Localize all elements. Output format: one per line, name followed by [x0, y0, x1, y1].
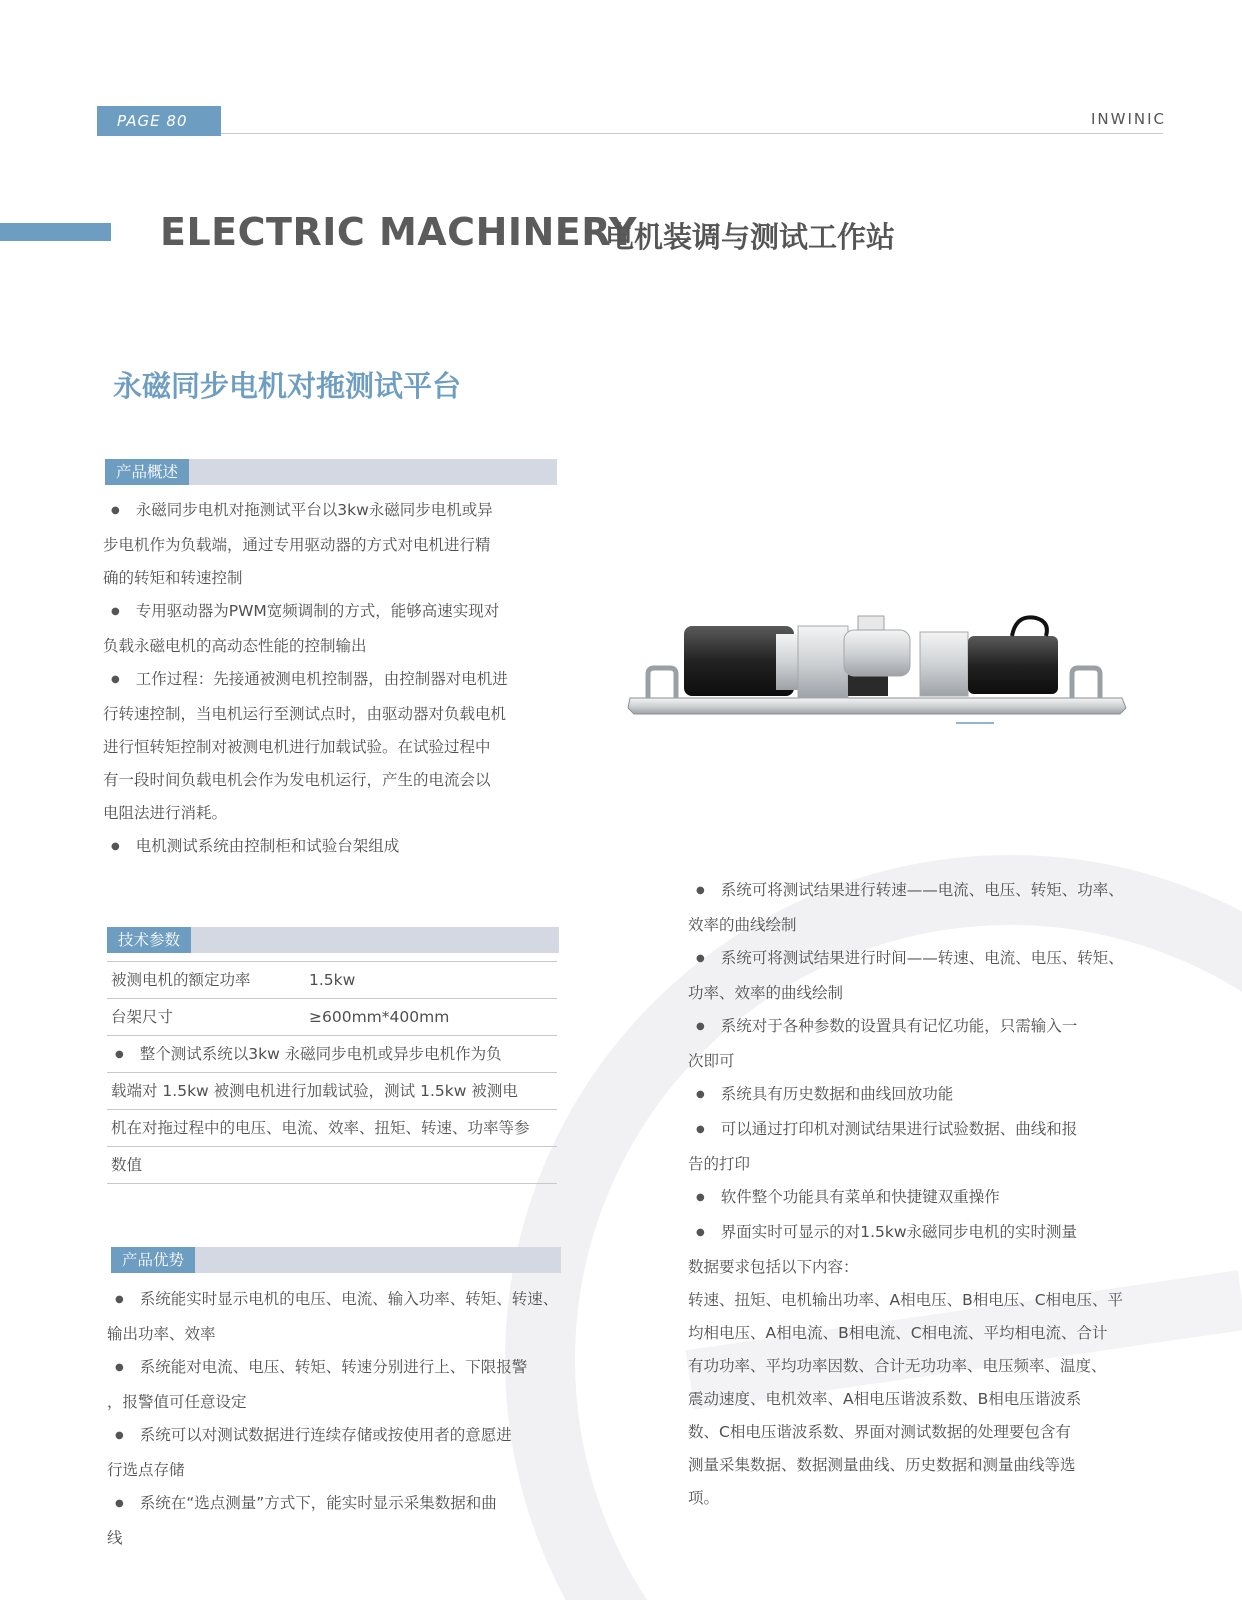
right-line: 次即可	[688, 1052, 735, 1070]
overview-heading: 产品概述	[105, 459, 189, 485]
test-platform-image	[626, 612, 1146, 744]
right-line: 有功功率、平均功率因数、合计无功功率、电压频率、温度、	[688, 1357, 1107, 1375]
product-title: 永磁同步电机对拖测试平台	[113, 369, 462, 403]
spec-note-line	[107, 1073, 557, 1110]
overview-line: 负载永磁电机的高动态性能的控制输出	[103, 637, 367, 655]
overview-line: 步电机作为负载端，通过专用驱动器的方式对电机进行精	[103, 536, 491, 554]
overview-line: ● 工作过程：先接通被测电机控制器，由控制器对电机进	[103, 663, 563, 698]
spec-note-line	[107, 1147, 557, 1184]
right-line: 效率的曲线绘制	[688, 916, 797, 934]
right-line: ● 软件整个功能具有菜单和快捷键双重操作	[688, 1181, 1148, 1216]
right-line: 数、C相电压谐波系数、界面对测试数据的处理要包含有	[688, 1423, 1071, 1441]
overview-line: ● 专用驱动器为PWM宽频调制的方式，能够高速实现对	[103, 595, 563, 630]
overview-line: 确的转矩和转速控制	[103, 569, 243, 587]
advantages-body	[107, 1283, 567, 1555]
right-line: ● 系统可将测试结果进行时间——转速、电流、电压、转矩、	[688, 942, 1148, 977]
right-line: ● 可以通过打印机对测试结果进行试验数据、曲线和报	[688, 1113, 1148, 1148]
advantage-line: ● 系统能对电流、电压、转矩、转速分别进行上、下限报警	[107, 1351, 567, 1386]
right-line: ● 系统可将测试结果进行转速——电流、电压、转矩、功率、	[688, 874, 1148, 909]
spec-value: 1.5kw	[309, 971, 356, 989]
chapter-title-en: ELECTRIC MACHINERY	[160, 210, 637, 254]
specs-table	[107, 961, 557, 1184]
right-line: 均相电压、A相电流、B相电流、C相电流、平均相电流、合计	[688, 1324, 1108, 1342]
spec-row	[107, 999, 557, 1036]
right-line: 测量采集数据、数据测量曲线、历史数据和测量曲线等选	[688, 1456, 1076, 1474]
right-line: 数据要求包括以下内容：	[688, 1258, 859, 1276]
spec-note-text: ● 整个测试系统以3kw 永磁同步电机或异步电机作为负	[107, 1036, 502, 1075]
overview-line: 行转速控制，当电机运行至测试点时，由驱动器对负载电机	[103, 705, 507, 723]
page-number-tag: PAGE 80	[97, 106, 221, 136]
advantage-line: 线	[107, 1529, 123, 1547]
spec-note-line	[107, 1110, 557, 1147]
spec-note-text: 载端对 1.5kw 被测电机进行加载试验，测试 1.5kw 被测电	[111, 1082, 518, 1100]
right-line: 震动速度、电机效率、A相电压谐波系数、B相电压谐波系	[688, 1390, 1082, 1408]
overview-line: 有一段时间负载电机会作为发电机运行，产生的电流会以	[103, 771, 491, 789]
advantage-line: ● 系统在“选点测量”方式下，能实时显示采集数据和曲	[107, 1487, 567, 1522]
overview-line: 电阻法进行消耗。	[103, 804, 228, 822]
advantage-line: 行选点存储	[107, 1461, 185, 1479]
right-line: 告的打印	[688, 1155, 751, 1173]
right-line: ● 系统对于各种参数的设置具有记忆功能，只需输入一	[688, 1010, 1148, 1045]
overview-body	[103, 494, 563, 865]
overview-line: ● 永磁同步电机对拖测试平台以3kw永磁同步电机或异	[103, 494, 563, 529]
advantages-heading: 产品优势	[111, 1247, 195, 1273]
overview-line: 进行恒转矩控制对被测电机进行加载试验。在试验过程中	[103, 738, 491, 756]
brand-name: INWINIC	[1090, 110, 1166, 128]
overview-line: ● 电机测试系统由控制柜和试验台架组成	[103, 830, 563, 865]
right-line: 项。	[688, 1489, 720, 1507]
advantages-section-header	[111, 1247, 561, 1273]
advantage-line: ● 系统能实时显示电机的电压、电流、输入功率、转矩、转速、	[107, 1283, 567, 1318]
chapter-title-cn: 电机装调与测试工作站	[605, 220, 896, 254]
overview-section-header	[105, 459, 557, 485]
right-line: ● 系统具有历史数据和曲线回放功能	[688, 1078, 1148, 1113]
spec-label: 台架尺寸	[111, 1008, 174, 1026]
advantage-line: 输出功率、效率	[107, 1325, 216, 1343]
specs-section-header	[107, 927, 559, 953]
spec-value: ≥600mm*400mm	[309, 1008, 450, 1026]
right-line: ● 界面实时可显示的对1.5kw永磁同步电机的实时测量	[688, 1216, 1148, 1251]
spec-label: 被测电机的额定功率	[111, 971, 251, 989]
title-accent-bar	[0, 223, 111, 241]
spec-note-text: 机在对拖过程中的电压、电流、效率、扭矩、转速、功率等参	[111, 1119, 530, 1137]
advantage-line: ● 系统可以对测试数据进行连续存储或按使用者的意愿进	[107, 1419, 567, 1454]
spec-row	[107, 961, 557, 999]
specs-heading: 技术参数	[107, 927, 191, 953]
header-rule	[221, 133, 1163, 134]
right-line: 功率、效率的曲线绘制	[688, 984, 844, 1002]
spec-note-line	[107, 1036, 557, 1073]
advantage-line: ，报警值可任意设定	[107, 1393, 247, 1411]
spec-note-text: 数值	[111, 1156, 143, 1174]
right-column-body	[688, 874, 1148, 1515]
right-line: 转速、扭矩、电机输出功率、A相电压、B相电压、C相电压、平	[688, 1291, 1124, 1309]
